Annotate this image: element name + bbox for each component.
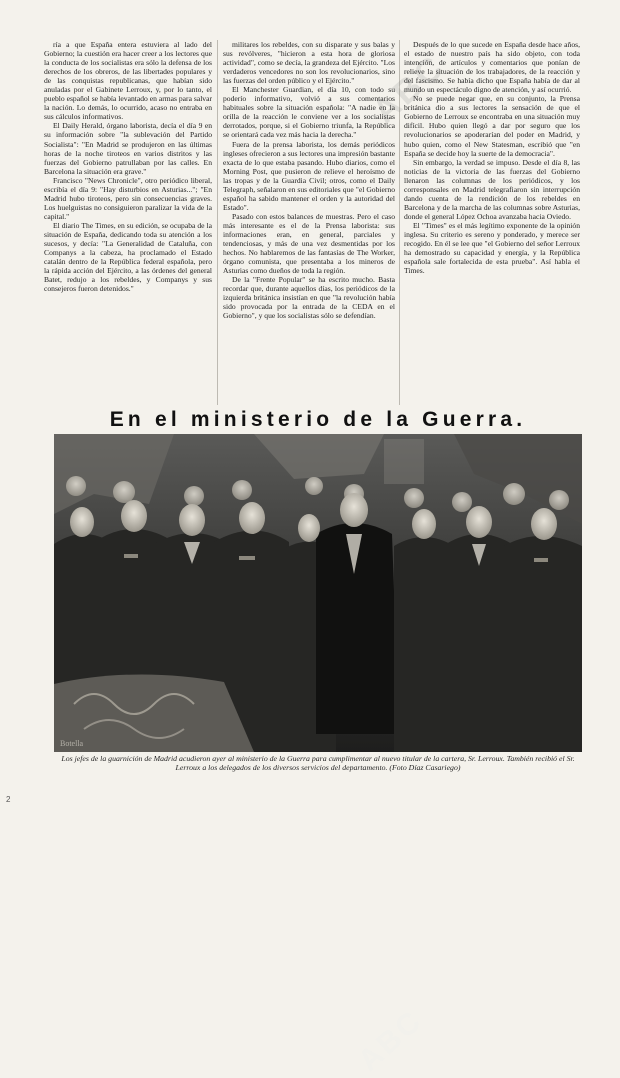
article-column-2 [223, 40, 395, 405]
paragraph: De la "Frente Popular" se ha escrito mucho. Basta recordar que, durante aquellos días, los periódicos de la izquierda británica insistían en que "la revolución había sido provocada por la entrada de la CEDA en el Gobierno", y que los socialistas sólo se defendían. [223, 275, 395, 321]
paragraph: Francisco "News Chronicle", otro periódico liberal, escribía el día 9: "Hay disturbios en Asturias..."; "En Madrid hubo tiroteos, pero sin consecuencias graves. Los huelguistas no consiguieron paralizar la vida de la capital." [44, 175, 212, 221]
article-column-1 [44, 40, 212, 405]
paragraph: militares los rebeldes, con su disparate y sus balas y sus revólveres, "hicieron a esta hora de gloriosa actividad", como se decía, la grandeza del Ejército. "Los verdaderos vencedores no son los revolucionarios, sino las fuerzas del orden público y el Ejército." [223, 40, 395, 86]
page-mark: 2 [6, 795, 11, 804]
watermark: ABC [365, 47, 453, 131]
article-column-3 [404, 40, 580, 405]
photo-illustration [54, 434, 582, 752]
photo-caption: Los jefes de la guarnición de Madrid acudieron ayer al ministerio de la Guerra para cumplimentar al nuevo titular de la cartera, Sr. Lerroux. También recibió el Sr. Lerroux a los delegados de los diversos servicios del departamento. (Foto Díaz Casariego) [61, 754, 575, 773]
paragraph: El Daily Herald, órgano laborista, decía el día 9 en su información sobre "la sublevación del Partido Socialista": "En Madrid se produjeron en las últimas horas de la noche tiroteos en varios distritos y las fuerzas del Gobierno patrullaban por las calles. En Barcelona la situación era grave." [44, 121, 212, 176]
paragraph: ría a que España entera estuviera al lado del Gobierno; la cuestión era hacer creer a los lectores que la conducta de los socialistas era sólo la defensa de los derechos de los obreros, de las libertades populares y de las conquistas republicanas, que habían sido anuladas por el Gabinete Lerroux, y, por lo tanto, el pueblo español se había levantado en armas para salvar la nación. Lo demás, lo ocurrido, acaso no entraba en sus cálculos informativos. [44, 40, 212, 122]
photo-headline: En el ministerio de la Guerra. [109, 408, 527, 431]
paragraph: El "Times" es el más legítimo exponente de la opinión inglesa. Su criterio es sereno y ponderado, y merece ser recogido. En él se lee que "el Gobierno del señor Lerroux ha demostrado su capacidad y energía, y la República española sale fortalecida de esta prueba". Así habla el Times. [404, 220, 580, 276]
column-rule [217, 40, 218, 405]
paragraph: Después de lo que sucede en España desde hace años, el estado de nuestro país ha sido objeto, con toda intención, de artículos y comentarios que ponían de relieve la situación de los trabajadores, de la reacción y del fascismo. Se había dicho que España había de dar al mundo un espectáculo digno de atención, y así ocurrió. [404, 40, 580, 95]
paragraph: Sin embargo, la verdad se impuso. Desde el día 8, las noticias de la victoria de las fuerzas del Gobierno llenaron las columnas de los periódicos, y los corresponsales en Madrid telegrafiaron sin interrupción dando cuenta de la rendición de los rebeldes en Barcelona y de la marcha de las columnas sobre Asturias, donde el general López Ochoa avanzaba hacia Oviedo. [404, 157, 580, 221]
paragraph: El Manchester Guardian, el día 10, con todo su poderío informativo, volvió a sus comentarios habituales sobre la situación española: "A nadie en la orilla de la reacción le conviene ver a los socialistas derrotados, porque, si el Gobierno triunfa, la República se orientará cada vez más hacia la derecha." [223, 85, 395, 140]
column-rule [399, 40, 400, 405]
paragraph: El diario The Times, en su edición, se ocupaba de la situación de España, dedicando toda su atención a los sucesos, y decía: "La Generalidad de Cataluña, con Companys a la cabeza, ha proclamado el Estado catalán dentro de la República federal española, pero la rápida acción del Ejército, a las órdenes del general Batet, redujo a los rebeldes, y Companys y sus consejeros fueron detenidos." [44, 220, 212, 294]
paragraph: Pasado con estos balances de muestras. Pero el caso más interesante es el de la Prensa laborista: sus informaciones eran, en general, parciales y tendenciosas, y más de una vez desmentidas por los hechos. No hablaremos de las fantasías de The Worker, órgano comunista, que presentaba a los mineros de Asturias como dueños de toda la región. [223, 211, 395, 276]
paragraph: No se puede negar que, en su conjunto, la Prensa británica dio a sus lectores la sensación de que el Gobierno de Lerroux se encontraba en una situación muy difícil. Hubo quien llegó a dar por seguro que los revolucionarios se apoderarían del poder en Madrid, y hubo quien, como el New Statesman, escribió que "en España se decide hoy la suerte de la democracia". [404, 94, 580, 158]
paragraph: Fuera de la prensa laborista, los demás periódicos ingleses ofrecieron a sus lectores una impresión bastante exacta de lo que estaba pasando. Hubo diarios, como el Morning Post, que pusieron de relieve el heroísmo de las tropas y de la Guardia Civil; otros, como el Daily Telegraph, señalaron en sus editoriales que "el Gobierno español ha sabido mantener el orden y la autoridad del Estado". [223, 139, 395, 212]
photo-credit: Botella [60, 739, 84, 748]
watermark: ABC [352, 1003, 430, 1078]
